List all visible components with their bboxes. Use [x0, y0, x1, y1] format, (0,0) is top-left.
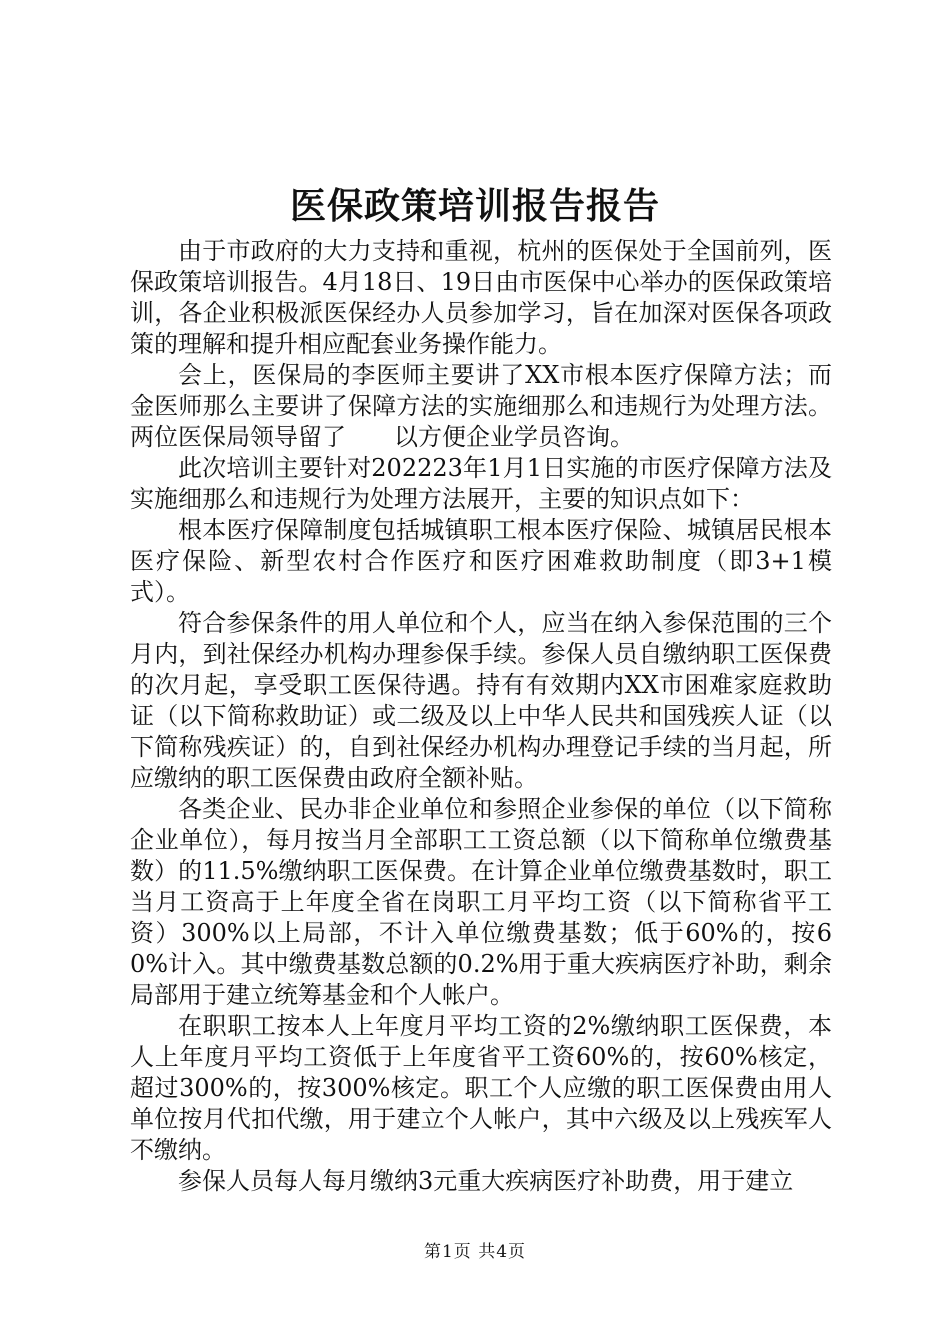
paragraph: 由于市政府的大力支持和重视，杭州的医保处于全国前列，医保政策培训报告。4月18日、19日由市医保中心举办的医保政策培训，各企业积极派医保经办人员参加学习，旨在加深对医保各项政策的理解和提升相应配套业务操作能力。 [130, 237, 832, 358]
paragraph: 会上，医保局的李医师主要讲了XX市根本医疗保障方法；而金医师那么主要讲了保障方法的实施细那么和违规行为处理方法。两位医保局领导留了 以方便企业学员咨询。 [130, 361, 832, 451]
document-body [130, 236, 832, 1197]
paragraph: 各类企业、民办非企业单位和参照企业参保的单位（以下简称企业单位），每月按当月全部职工工资总额（以下简称单位缴费基数）的11.5%缴纳职工医保费。在计算企业单位缴费基数时，职工当月工资高于上年度全省在岗职工月平均工资（以下简称省平工资）300%以上局部，不计入单位缴费基数；低于60%的，按60%计入。其中缴费基数总额的0.2%用于重大疾病医疗补助，剩余局部用于建立统筹基金和个人帐户。 [130, 795, 832, 1009]
paragraph: 此次培训主要针对202223年1月1日实施的市医疗保障方法及实施细那么和违规行为处理方法展开，主要的知识点如下： [130, 454, 832, 513]
page-number-footer: 第1页 共4页 [423, 1242, 527, 1262]
paragraph: 参保人员每人每月缴纳3元重大疾病医疗补助费，用于建立 [178, 1167, 794, 1195]
paragraph: 符合参保条件的用人单位和个人，应当在纳入参保范围的三个月内，到社保经办机构办理参保手续。参保人员自缴纳职工医保费的次月起，享受职工医保待遇。持有有效期内XX市困难家庭救助证（以下简称救助证）或二级及以上中华人民共和国残疾人证（以下简称残疾证）的，自到社保经办机构办理登记手续的当月起，所应缴纳的职工医保费由政府全额补贴。 [130, 609, 832, 792]
paragraph: 根本医疗保障制度包括城镇职工根本医疗保险、城镇居民根本医疗保险、新型农村合作医疗和医疗困难救助制度（即3+1模式）。 [130, 516, 832, 606]
paragraph: 在职职工按本人上年度月平均工资的2%缴纳职工医保费，本人上年度月平均工资低于上年度省平工资60%的，按60%核定，超过300%的，按300%核定。职工个人应缴的职工医保费由用人单位按月代扣代缴，用于建立个人帐户，其中六级及以上残疾军人不缴纳。 [130, 1012, 832, 1164]
document-title: 医保政策培训报告报告 [289, 185, 660, 227]
